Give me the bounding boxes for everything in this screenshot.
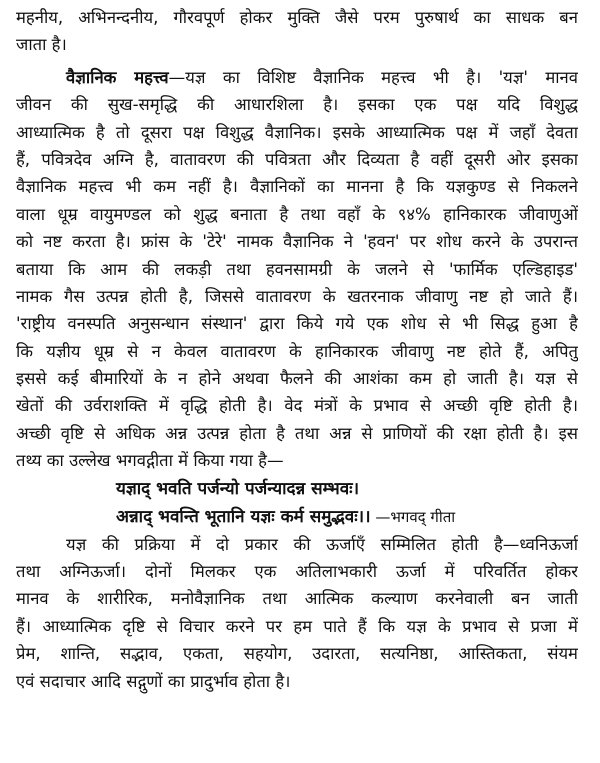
para1-line: खेतों की उर्वराशक्ति में वृद्धि होती है। वेद मंत्रों के प्रभाव से अच्छी वृष्टि होती है।	[16, 396, 578, 416]
intro-line-1: महनीय, अभिनन्दनीय, गौरवपूर्ण होकर मुक्ति जैसे परम पुरुषार्थ का साधक बन	[16, 8, 578, 27]
verse-line-2-text: अन्नाद् भवन्ति भूतानि यज्ञः कर्म समुद्भवः।।	[116, 506, 371, 527]
para1-line: तथ्य का उल्लेख भगवद्गीता में किया गया है—	[16, 451, 284, 471]
intro-line-2: जाता है।	[16, 35, 67, 55]
para2-line: प्रेम, शान्ति, सद्भाव, एकता, सहयोग, उदारता, सत्यनिष्ठा, आस्तिकता, संयम	[16, 644, 578, 664]
verse-line-1: यज्ञाद् भवति पर्जन्यो पर्जन्यादन्न सम्भवः।	[116, 478, 360, 499]
verse-attribution: —भगवद् गीता	[370, 507, 456, 526]
verse-line-2	[16, 503, 578, 531]
para1-line: इससे कई बीमारियों के न होने अथवा फैलने की आशंका कम हो जाती है। यज्ञ से	[16, 369, 578, 389]
para1-line: को नष्ट करता है। फ्रांस के 'टेरे' नामक वैज्ञानिक ने 'हवन' पर शोध करने के उपरान्त	[16, 232, 578, 252]
para2-line: तथा अग्निऊर्जा। दोनों मिलकर एक अतिलाभकारी ऊर्जा में परिवर्तित होकर	[16, 562, 578, 582]
para2-line: यज्ञ की प्रक्रिया में दो प्रकार की ऊर्जाएँ सम्मिलित होती है—ध्वनिऊर्जा	[66, 534, 578, 554]
para1-line: जीवन की सुख-समृद्धि की आधारशिला है। इसका एक पक्ष यदि विशुद्ध	[16, 95, 578, 115]
para1-line: बताया कि आम की लकड़ी तथा हवनसामग्री के जलने से 'फार्मिक एल्डिहाइड'	[16, 259, 578, 279]
para2-line: एवं सदाचार आदि सद्गुणों का प्रादुर्भाव होता है।	[16, 671, 291, 691]
para1-line: हैं, पवित्रदेव अग्नि है, वातावरण की पवित्रता और दिव्यता है वहीं दूसरी ओर इसका	[16, 149, 578, 169]
para1-line: कि यज्ञीय धूम्र से न केवल वातावरण के हानिकारक जीवाणु नष्ट होते हैं, अपितु	[16, 341, 578, 361]
para1-first-line-text: —यज्ञ का विशिष्ट वैज्ञानिक महत्त्व भी है। 'यज्ञ' मानव	[168, 67, 578, 87]
para1-line: अच्छी वृष्टि से अधिक अन्न उत्पन्न होता है तथा अन्न से प्राणियों की रक्षा होती है। इस	[16, 423, 578, 443]
para1-line: वैज्ञानिक महत्त्व भी कम नहीं है। वैज्ञानिकों का मानना है कि यज्ञकुण्ड से निकलने	[16, 177, 578, 197]
para1-line: आध्यात्मिक है तो दूसरा पक्ष विशुद्ध वैज्ञानिक। इसके आध्यात्मिक पक्ष में जहाँ देवता	[16, 122, 578, 142]
para1-first-line	[16, 64, 578, 91]
para1-line: नामक गैस उत्पन्न होती है, जिससे वातावरण के खतरनाक जीवाणु नष्ट हो जाते हैं।	[16, 286, 578, 306]
para1-line: 'राष्ट्रीय वनस्पति अनुसन्धान संस्थान' द्वारा किये गये एक शोध से भी सिद्ध हुआ है	[16, 314, 578, 334]
para2-line: हैं। आध्यात्मिक दृष्टि से विचार करने पर हम पाते हैं कि यज्ञ के प्रभाव से प्रजा में	[16, 616, 578, 636]
section-heading: वैज्ञानिक महत्त्व	[66, 67, 169, 87]
para1-line: वाला धूम्र वायुमण्डल को शुद्ध बनाता है तथा वहाँ के ९४% हानिकारक जीवाणुओं	[16, 204, 578, 224]
para2-line: मानव के शारीरिक, मनोवैज्ञानिक तथा आत्मिक कल्याण करनेवाली बन जाती	[16, 589, 578, 609]
